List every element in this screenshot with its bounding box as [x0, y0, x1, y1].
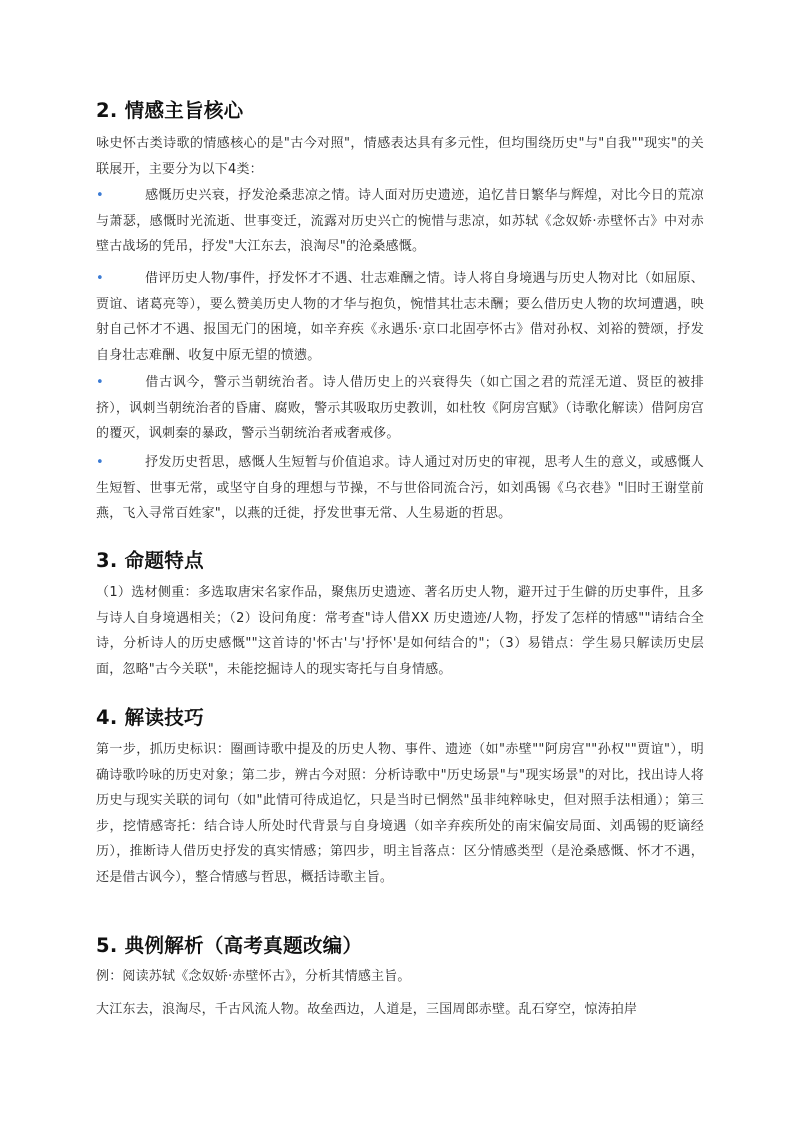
bullet-item-3	[96, 370, 704, 447]
bullet-text-3: 借古讽今，警示当朝统治者。诗人借历史上的兴衰得失（如亡国之君的荒淫无道、贤臣的被排挤），讽刺当朝统治者的昏庸、腐败，警示其吸取历史教训，如杜牧《阿房宫赋》（诗歌化解读）借阿房宫的覆灭，讽刺秦的暴政，警示当朝统治者戒奢戒侈。	[96, 375, 704, 441]
section-5-heading: 5. 典例解析（高考真题改编）	[96, 934, 363, 957]
bullet-icon: •	[96, 271, 104, 286]
section-5-example-intro: 例：阅读苏轼《念奴娇·赤壁怀古》，分析其情感主旨。	[96, 969, 411, 984]
section-2-intro: 咏史怀古类诗歌的情感核心的是"古今对照"，情感表达具有多元性，但均围绕历史"与"自我""现实"的关联展开，主要分为以下4类：	[96, 136, 704, 177]
bullet-icon: •	[96, 455, 104, 470]
bullet-item-2	[96, 266, 704, 368]
section-3-heading: 3. 命题特点	[96, 549, 204, 572]
section-4-heading: 4. 解读技巧	[96, 706, 204, 729]
section-3-body: （1）选材侧重：多选取唐宋名家作品，聚焦历史遗迹、著名历史人物，避开过于生僻的历史事件，且多与诗人自身境遇相关；（2）设问角度：常考查"诗人借XX 历史遗迹/人物，抒发了怎样的情感""请结合全诗，分析诗人的历史感慨""这首诗的'怀古'与'抒怀'是如何结合的"；（3）易错点：学生易只解读历史层面，忽略"古今关联"，未能挖掘诗人的现实寄托与自身情感。	[96, 585, 704, 677]
section-4-body: 第一步，抓历史标识：圈画诗歌中提及的历史人物、事件、遗迹（如"赤壁""阿房宫""孙权""贾谊"），明确诗歌吟咏的历史对象；第二步，辨古今对照：分析诗歌中"历史场景"与"现实场景"的对比，找出诗人将历史与现实关联的词句（如"此情可待成追忆，只是当时已惘然"虽非纯粹咏史，但对照手法相通）；第三步，挖情感寄托：结合诗人所处时代背景与自身境遇（如辛弃疾所处的南宋偏安局面、刘禹锡的贬谪经历），推断诗人借历史抒发的真实情感；第四步，明主旨落点：区分情感类型（是沧桑感慨、怀才不遇，还是借古讽今），整合情感与哲思，概括诗歌主旨。	[96, 742, 704, 885]
bullet-text-4: 抒发历史哲思，感慨人生短暂与价值追求。诗人通过对历史的审视，思考人生的意义，或感慨人生短暂、世事无常，或坚守自身的理想与节操，不与世俗同流合污，如刘禹锡《乌衣巷》"旧时王谢堂前燕，飞入寻常百姓家"，以燕的迁徙，抒发世事无常、人生易逝的哲思。	[96, 455, 704, 521]
bullet-icon: •	[96, 188, 104, 203]
bullet-icon: •	[96, 375, 104, 390]
section-5-poem-line: 大江东去，浪淘尽，千古风流人物。故垒西边，人道是，三国周郎赤壁。乱石穿空，惊涛拍岸	[96, 1002, 638, 1017]
bullet-text-1: 感慨历史兴衰，抒发沧桑悲凉之情。诗人面对历史遗迹，追忆昔日繁华与辉煌，对比今日的荒凉与萧瑟，感慨时光流逝、世事变迁，流露对历史兴亡的惋惜与悲凉，如苏轼《念奴娇·赤壁怀古》中对赤壁古战场的凭吊，抒发"大江东去，浪淘尽"的沧桑感慨。	[96, 188, 704, 254]
bullet-text-2: 借评历史人物/事件，抒发怀才不遇、壮志难酬之情。诗人将自身境遇与历史人物对比（如屈原、贾谊、诸葛亮等），要么赞美历史人物的才华与抱负，惋惜其壮志未酬；要么借历史人物的坎坷遭遇，映射自己怀才不遇、报国无门的困境，如辛弃疾《永遇乐·京口北固亭怀古》借对孙权、刘裕的赞颂，抒发自身壮志难酬、收复中原无望的愤懑。	[96, 271, 704, 363]
section-2-heading: 2. 情感主旨核心	[96, 99, 244, 122]
bullet-item-1	[96, 183, 704, 260]
bullet-item-4	[96, 450, 704, 527]
